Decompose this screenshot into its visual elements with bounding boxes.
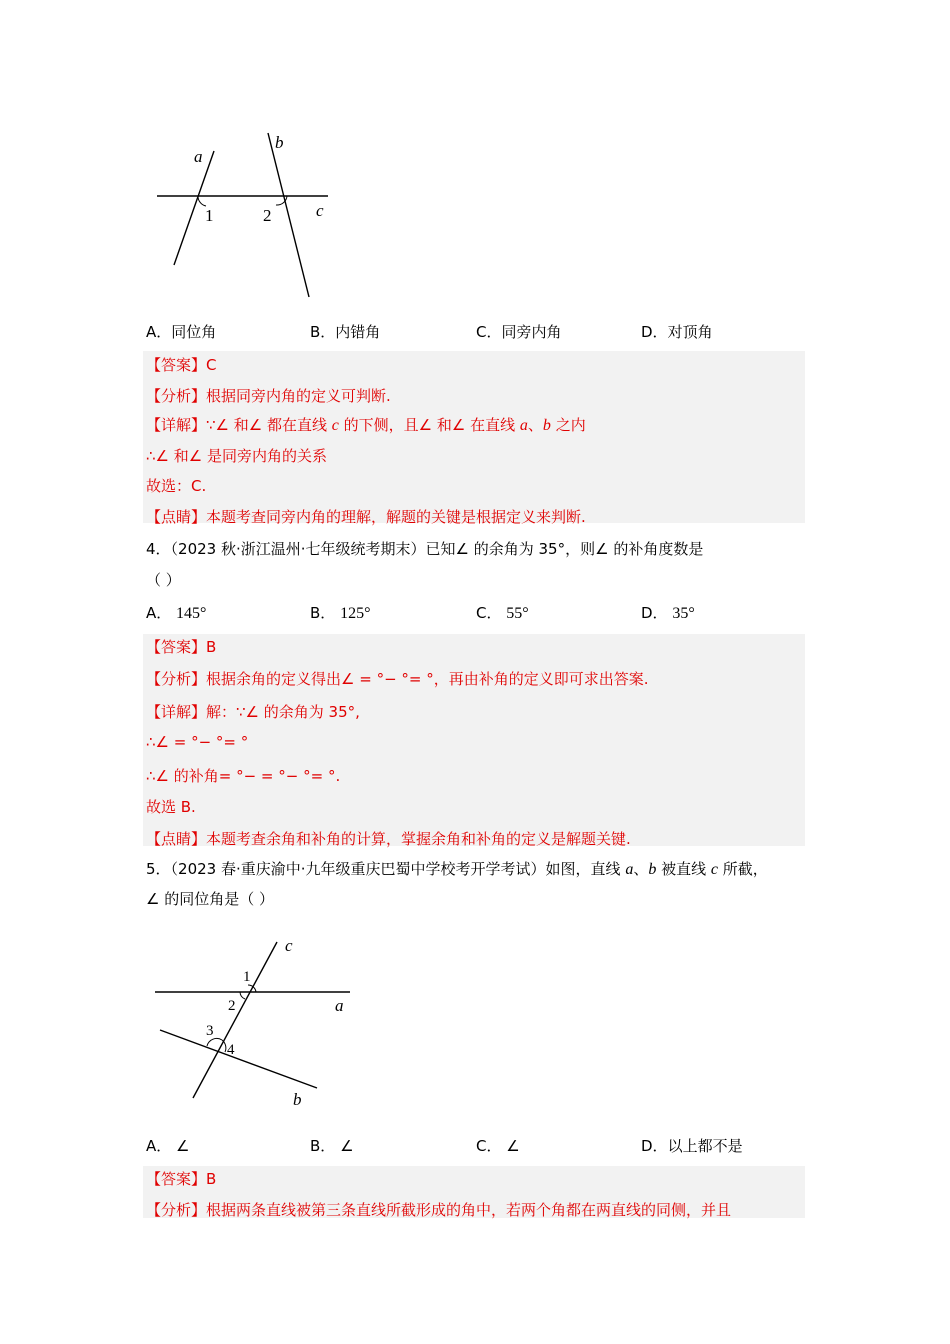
q3-detail: 【详解】∵∠ 和∠ 都在直线 c 的下侧，且∠ 和∠ 在直线 a、b 之内 [146,416,586,434]
label-4: 4 [227,1042,235,1058]
q3-analysis: 【分析】根据同旁内角的定义可判断. [146,387,391,405]
q4-answer: 【答案】B [146,638,217,656]
q3-answer: 【答案】C [146,356,217,374]
q5-stem: 5．（2023 春·重庆渝中·九年级重庆巴蜀中学校考开学考试）如图，直线 a、b 被直线 c 所截， [146,860,768,878]
q4-choose: 故选 B. [146,798,196,816]
q4-step2: ∴∠ 的补角= °− = °− °= °. [146,767,341,785]
label-c: c [316,201,324,220]
line-b [160,1030,317,1088]
q4-detail: 【详解】解：∵∠ 的余角为 35°, [146,703,360,721]
q4-analysis: 【分析】根据余角的定义得出∠ = °− °= °，再由补角的定义即可求出答案. [146,670,649,688]
q5-answer: 【答案】B [146,1170,217,1188]
label-3: 3 [206,1023,214,1039]
angle-arc-3 [207,1038,222,1046]
label-c: c [285,936,293,955]
q5-analysis: 【分析】根据两条直线被第三条直线所截形成的角中，若两个角都在两直线的同侧，并且 [146,1201,732,1219]
line-b [268,133,309,297]
q4-point: 【点睛】本题考查余角和补角的计算，掌握余角和补角的定义是解题关键. [146,830,631,848]
label-2: 2 [228,998,236,1014]
q4-step1: ∴∠ = °− °= ° [146,733,249,751]
q4-option-a[interactable]: A． 145° [146,604,207,622]
q5-option-c[interactable]: C． ∠ [476,1137,520,1155]
q5-option-d[interactable]: D．以上都不是 [641,1137,743,1155]
q5-option-a[interactable]: A． ∠ [146,1137,190,1155]
label-1: 1 [243,969,251,985]
label-2: 2 [263,206,272,225]
label-a: a [194,147,203,166]
q4-option-c[interactable]: C． 55° [476,604,529,622]
q3-option-a[interactable]: A．同位角 [146,323,217,341]
label-b: b [293,1090,302,1109]
q3-option-d[interactable]: D．对顶角 [641,323,713,341]
q5-stem-line2: ∠ 的同位角是（ ） [146,890,274,908]
label-a: a [335,996,344,1015]
figure-transversal [150,935,360,1110]
label-b: b [275,133,284,152]
q4-stem: 4．（2023 秋·浙江温州·七年级统考期末）已知∠ 的余角为 35°，则∠ 的补角度数是 [146,540,704,558]
figure-parallel-cut [150,125,340,305]
q3-option-b[interactable]: B．内错角 [310,323,381,341]
line-c [193,942,277,1098]
label-1: 1 [205,206,214,225]
angle-arc-2 [240,992,245,999]
q5-option-b[interactable]: B． ∠ [310,1137,354,1155]
q3-option-c[interactable]: C．同旁内角 [476,323,562,341]
q4-stem-bracket: （ ） [146,571,181,589]
q4-option-b[interactable]: B． 125° [310,604,371,622]
angle-arc-1 [198,196,206,206]
q4-option-d[interactable]: D． 35° [641,604,695,622]
q3-choose: 故选：C. [146,477,207,495]
q3-point: 【点睛】本题考查同旁内角的理解，解题的关键是根据定义来判断. [146,508,586,526]
q3-therefore: ∴∠ 和∠ 是同旁内角的关系 [146,447,327,465]
q3-answer-box [143,351,805,523]
